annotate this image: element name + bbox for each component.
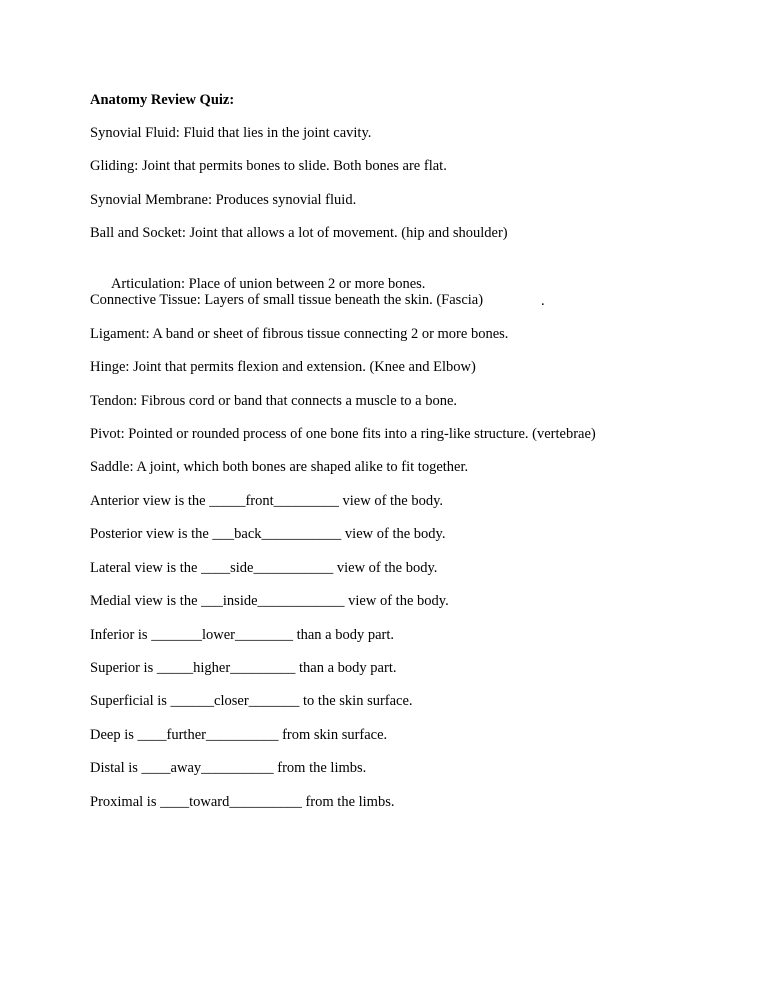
quiz-line: Lateral view is the ____side___________ view of the body.	[90, 559, 438, 576]
quiz-line: Hinge: Joint that permits flexion and extension. (Knee and Elbow)	[90, 359, 476, 376]
quiz-line: Gliding: Joint that permits bones to slide. Both bones are flat.	[90, 158, 447, 175]
quiz-line: Deep is ____further__________ from skin surface.	[90, 726, 388, 743]
quiz-line: Superior is _____higher_________ than a body part.	[90, 660, 397, 676]
quiz-line: Ligament: A band or sheet of fibrous tissue connecting 2 or more bones.	[90, 325, 509, 342]
stray-period-mark: .	[541, 292, 545, 309]
quiz-line: Proximal is ____toward__________ from the limbs.	[90, 793, 395, 810]
quiz-line: Connective Tissue: Layers of small tissue beneath the skin. (Fascia)	[90, 292, 484, 309]
quiz-line: Pivot: Pointed or rounded process of one bone fits into a ring-like structure. (vertebrae)	[90, 425, 596, 442]
quiz-line: Distal is ____away__________ from the limbs.	[90, 760, 367, 777]
quiz-line: Inferior is _______lower________ than a body part.	[90, 626, 395, 643]
quiz-line: Posterior view is the ___back___________ view of the body.	[90, 526, 446, 543]
quiz-line: Synovial Fluid: Fluid that lies in the joint cavity.	[90, 125, 372, 141]
quiz-lines	[90, 125, 730, 827]
quiz-line: Superficial is ______closer_______ to the skin surface.	[90, 693, 413, 710]
quiz-line: Saddle: A joint, which both bones are shaped alike to fit together.	[90, 459, 469, 476]
quiz-title: Anatomy Review Quiz:	[90, 92, 235, 108]
quiz-line: Ball and Socket: Joint that allows a lot of movement. (hip and shoulder)	[90, 225, 508, 242]
quiz-line: Tendon: Fibrous cord or band that connects a muscle to a bone.	[90, 392, 458, 409]
quiz-line: Articulation: Place of union between 2 or more bones.	[110, 275, 426, 292]
quiz-line: Anterior view is the _____front_________ view of the body.	[90, 492, 444, 509]
quiz-line: Medial view is the ___inside____________ view of the body.	[90, 593, 449, 610]
quiz-line: Synovial Membrane: Produces synovial fluid.	[90, 191, 357, 208]
